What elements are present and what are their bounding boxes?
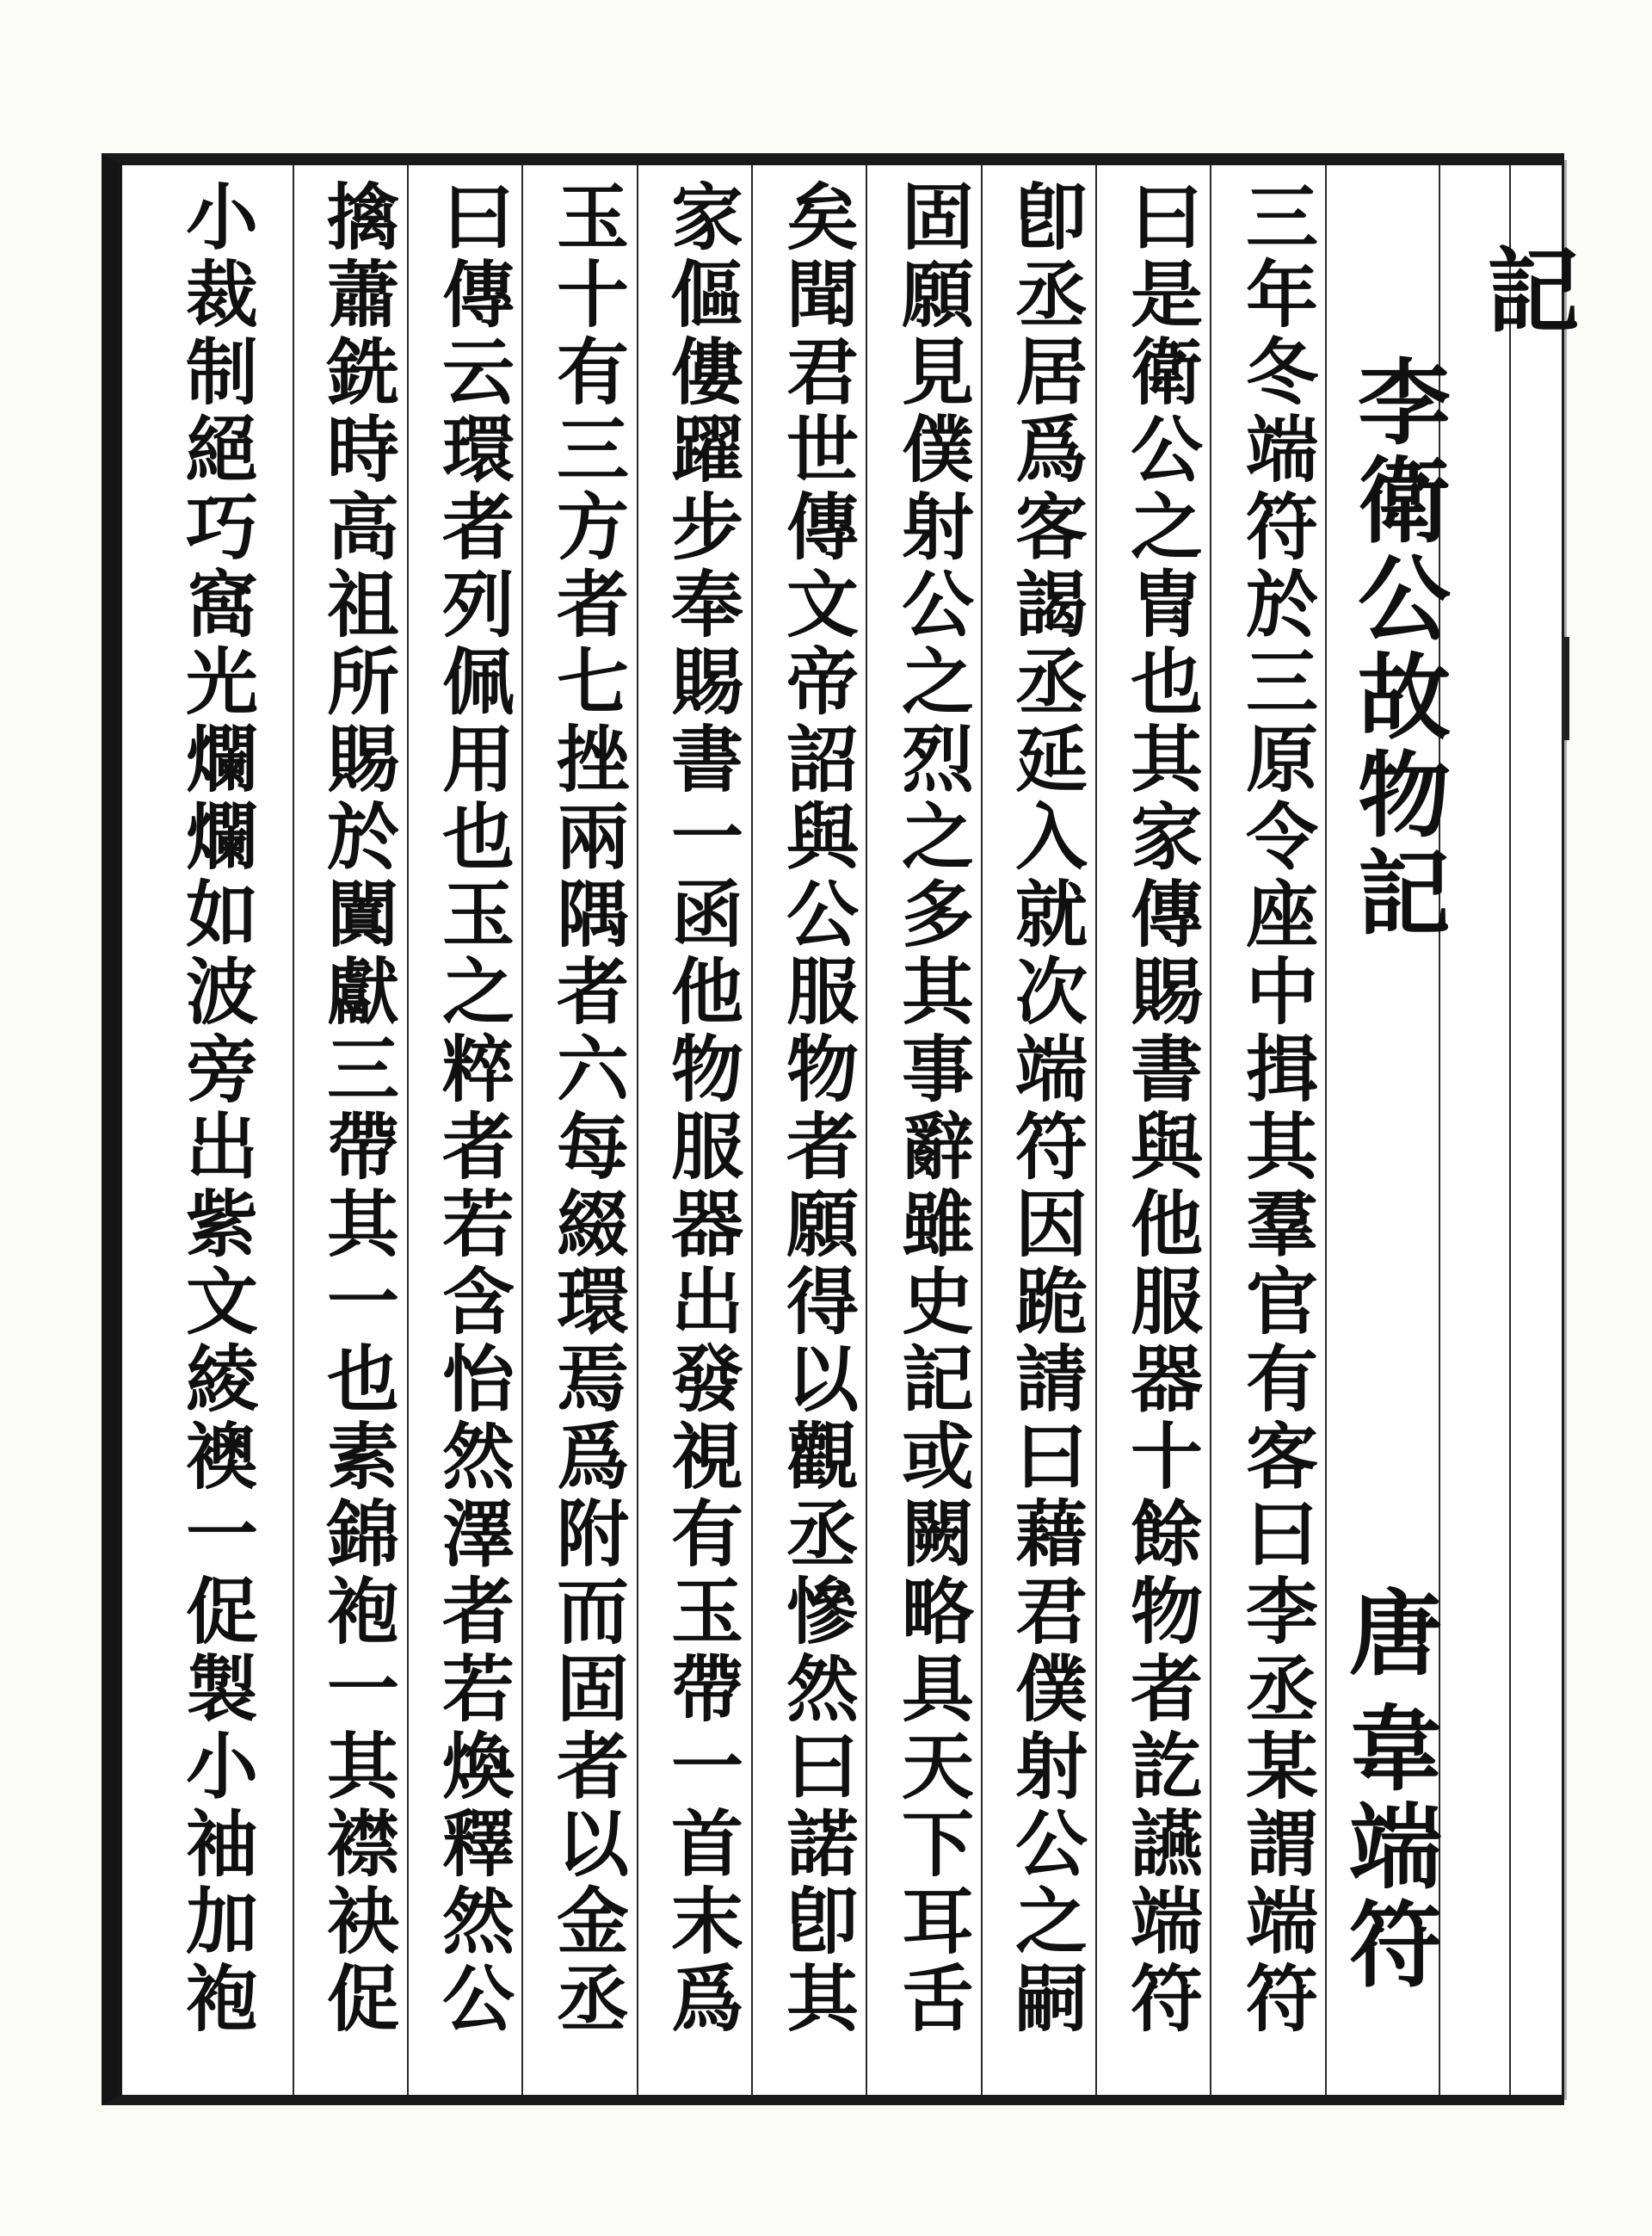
character-glyph: 有 <box>556 330 629 415</box>
character-glyph: 也 <box>1130 639 1203 725</box>
character-glyph: 者 <box>556 1724 629 1809</box>
character-glyph: 訖 <box>1130 1724 1203 1809</box>
character-glyph: 座 <box>1245 872 1318 957</box>
character-glyph: 爛 <box>185 794 258 880</box>
character-glyph: 餘 <box>1130 1492 1203 1577</box>
character-glyph: 爲 <box>670 1956 743 2041</box>
character-glyph: 天 <box>901 1724 974 1809</box>
character-glyph: 客 <box>1245 1414 1318 1499</box>
column-rule <box>293 165 294 2095</box>
character-glyph: 促 <box>185 1569 258 1654</box>
character-glyph: 出 <box>670 1259 743 1344</box>
character-glyph: 慘 <box>786 1569 859 1654</box>
page-edge-mark <box>1563 637 1569 740</box>
column-body <box>1000 175 1103 2041</box>
character-glyph: 跪 <box>1014 1259 1088 1344</box>
character-glyph: 多 <box>901 872 974 957</box>
character-glyph: 十 <box>556 252 629 337</box>
character-glyph: 一 <box>326 1646 399 1732</box>
character-glyph: 僕 <box>1014 1646 1088 1732</box>
character-glyph: 三 <box>1245 175 1318 260</box>
character-glyph: 三 <box>326 1027 399 1112</box>
character-glyph: 家 <box>1130 794 1203 880</box>
character-glyph: 記 <box>1357 840 1451 948</box>
character-glyph: 或 <box>901 1414 974 1499</box>
character-glyph: 素 <box>326 1414 399 1499</box>
character-glyph: 綾 <box>185 1337 258 1422</box>
column-author <box>1344 1580 1447 2000</box>
character-glyph: 於 <box>326 794 399 880</box>
character-glyph: 者 <box>1130 1646 1203 1732</box>
character-glyph: 物 <box>1130 1569 1203 1654</box>
character-glyph: 冑 <box>1130 562 1203 647</box>
character-glyph: 書 <box>1130 1027 1203 1112</box>
character-glyph: 文 <box>185 1259 258 1344</box>
character-glyph: 他 <box>670 949 743 1035</box>
character-glyph: 他 <box>1130 1182 1203 1267</box>
character-glyph: 冬 <box>1245 330 1318 415</box>
character-glyph: 李 <box>1357 349 1451 458</box>
character-glyph: 端 <box>1245 1879 1318 1964</box>
character-glyph: 十 <box>1130 1414 1203 1499</box>
character-glyph: 三 <box>1245 639 1318 725</box>
column-title-header <box>1482 238 1585 346</box>
character-glyph: 其 <box>786 1956 859 2041</box>
character-glyph: 方 <box>556 485 629 570</box>
character-glyph: 若 <box>441 1646 515 1732</box>
character-glyph: 環 <box>441 407 515 492</box>
character-glyph: 矣 <box>786 175 859 260</box>
character-glyph: 君 <box>786 330 859 415</box>
character-glyph: 官 <box>1245 1259 1318 1344</box>
character-glyph: 爲 <box>556 1414 629 1499</box>
character-glyph: 一 <box>185 1492 258 1577</box>
character-glyph: 促 <box>326 1956 399 2041</box>
character-glyph: 與 <box>786 794 859 880</box>
character-glyph: 年 <box>1245 252 1318 337</box>
column-body <box>771 175 874 2041</box>
character-glyph: 居 <box>1014 330 1088 415</box>
character-glyph: 也 <box>441 794 515 880</box>
character-glyph: 賜 <box>670 639 743 725</box>
character-glyph: 公 <box>1357 546 1451 654</box>
character-glyph: 曰 <box>441 175 515 260</box>
character-glyph: 符 <box>1130 1956 1203 2041</box>
character-glyph: 有 <box>1245 1337 1318 1422</box>
character-glyph: 公 <box>901 562 974 647</box>
character-glyph: 爲 <box>1014 407 1088 492</box>
character-glyph: 其 <box>326 1724 399 1809</box>
character-glyph: 記 <box>901 1337 974 1422</box>
character-glyph: 其 <box>901 949 974 1035</box>
character-glyph: 之 <box>901 794 974 880</box>
character-glyph: 物 <box>1357 742 1451 850</box>
character-glyph: 蕭 <box>326 252 399 337</box>
character-glyph: 故 <box>1357 644 1451 752</box>
character-glyph: 藉 <box>1014 1492 1088 1577</box>
character-glyph: 服 <box>670 1104 743 1189</box>
column-rule <box>1509 165 1511 2095</box>
character-glyph: 讌 <box>1130 1801 1203 1887</box>
character-glyph: 如 <box>185 872 258 957</box>
character-glyph: 物 <box>786 1027 859 1112</box>
character-glyph: 端 <box>1014 1027 1088 1112</box>
character-glyph: 波 <box>185 949 258 1035</box>
character-glyph: 謂 <box>1245 1801 1318 1887</box>
character-glyph: 公 <box>786 872 859 957</box>
character-glyph: 末 <box>670 1879 743 1964</box>
character-glyph: 然 <box>786 1646 859 1732</box>
character-glyph: 物 <box>670 1027 743 1112</box>
character-glyph: 環 <box>556 1259 629 1344</box>
character-glyph: 製 <box>185 1646 258 1732</box>
character-glyph: 之 <box>901 639 974 725</box>
character-glyph: 以 <box>786 1337 859 1422</box>
character-glyph: 傳 <box>1130 872 1203 957</box>
character-glyph: 衛 <box>1357 448 1451 556</box>
character-glyph: 公 <box>1130 407 1203 492</box>
character-glyph: 其 <box>326 1182 399 1267</box>
character-glyph: 云 <box>441 330 515 415</box>
character-glyph: 事 <box>901 1027 974 1112</box>
character-glyph: 擒 <box>326 175 399 260</box>
character-glyph: 原 <box>1245 717 1318 802</box>
character-glyph: 出 <box>185 1104 258 1189</box>
character-glyph: 躍 <box>670 407 743 492</box>
character-glyph: 是 <box>1130 252 1203 337</box>
character-glyph: 粹 <box>441 1027 515 1112</box>
character-glyph: 次 <box>1014 949 1088 1035</box>
character-glyph: 其 <box>1130 717 1203 802</box>
character-glyph: 具 <box>901 1646 974 1732</box>
character-glyph: 符 <box>1014 1104 1088 1189</box>
character-glyph: 光 <box>185 639 258 725</box>
character-glyph: 每 <box>556 1104 629 1189</box>
character-glyph: 爛 <box>185 717 258 802</box>
character-glyph: 卽 <box>786 1879 859 1964</box>
character-glyph: 辭 <box>901 1104 974 1189</box>
character-glyph: 闕 <box>901 1492 974 1577</box>
character-glyph: 聞 <box>786 252 859 337</box>
character-glyph: 者 <box>441 485 515 570</box>
character-glyph: 因 <box>1014 1182 1088 1267</box>
character-glyph: 君 <box>1014 1569 1088 1654</box>
character-glyph: 制 <box>185 330 258 415</box>
character-glyph: 丞 <box>786 1492 859 1577</box>
character-glyph: 者 <box>441 1569 515 1654</box>
character-glyph: 嗣 <box>1014 1956 1088 2041</box>
character-glyph: 旁 <box>185 1027 258 1112</box>
character-glyph: 世 <box>786 407 859 492</box>
character-glyph: 得 <box>786 1259 859 1344</box>
character-glyph: 下 <box>901 1801 974 1887</box>
character-glyph: 於 <box>1245 562 1318 647</box>
column-text: 記 <box>1486 238 1580 346</box>
character-glyph: 一 <box>670 1724 743 1809</box>
character-glyph: 烈 <box>901 717 974 802</box>
character-glyph: 諾 <box>786 1801 859 1887</box>
character-glyph: 而 <box>556 1569 629 1654</box>
character-glyph: 紫 <box>185 1182 258 1267</box>
character-glyph: 賜 <box>1130 949 1203 1035</box>
character-glyph: 銑 <box>326 330 399 415</box>
character-glyph: 襟 <box>326 1801 399 1887</box>
character-glyph: 見 <box>901 330 974 415</box>
character-glyph: 玉 <box>556 175 629 260</box>
character-glyph: 令 <box>1245 794 1318 880</box>
character-glyph: 丞 <box>1014 252 1088 337</box>
character-glyph: 李 <box>1245 1569 1318 1654</box>
character-glyph: 符 <box>1245 1956 1318 2041</box>
character-glyph: 襖 <box>185 1414 258 1499</box>
column-body <box>541 175 644 2041</box>
character-glyph: 固 <box>556 1646 629 1732</box>
character-glyph: 端 <box>1245 407 1318 492</box>
character-glyph: 帝 <box>786 639 859 725</box>
character-glyph: 中 <box>1245 949 1318 1035</box>
character-glyph: 用 <box>441 717 515 802</box>
column-body <box>427 175 530 2041</box>
character-glyph: 錦 <box>326 1492 399 1577</box>
column-body <box>170 175 274 2041</box>
character-glyph: 怡 <box>441 1337 515 1422</box>
character-glyph: 服 <box>1130 1259 1203 1344</box>
character-glyph: 窩 <box>185 562 258 647</box>
character-glyph: 射 <box>1014 1724 1088 1809</box>
character-glyph: 帶 <box>670 1646 743 1732</box>
character-glyph: 煥 <box>441 1724 515 1809</box>
character-glyph: 綴 <box>556 1182 629 1267</box>
character-glyph: 羣 <box>1245 1182 1318 1267</box>
character-glyph: 以 <box>556 1801 629 1887</box>
character-glyph: 步 <box>670 485 743 570</box>
column-body <box>1115 175 1218 2041</box>
character-glyph: 僂 <box>670 330 743 415</box>
character-glyph: 一 <box>670 794 743 880</box>
character-glyph: 絕 <box>185 407 258 492</box>
character-glyph: 其 <box>1245 1104 1318 1189</box>
character-glyph: 器 <box>1130 1337 1203 1422</box>
character-glyph: 兩 <box>556 794 629 880</box>
character-glyph: 裁 <box>185 252 258 337</box>
character-glyph: 傳 <box>441 252 515 337</box>
character-glyph: 丞 <box>1014 639 1088 725</box>
character-glyph: 韋 <box>1348 1696 1442 1804</box>
character-glyph: 金 <box>556 1879 629 1964</box>
character-glyph: 挫 <box>556 717 629 802</box>
character-glyph: 者 <box>556 562 629 647</box>
character-glyph: 也 <box>326 1337 399 1422</box>
character-glyph: 七 <box>556 639 629 725</box>
character-glyph: 袂 <box>326 1879 399 1964</box>
character-glyph: 袖 <box>185 1801 258 1887</box>
character-glyph: 小 <box>185 175 258 260</box>
column-body <box>1230 175 1334 2041</box>
character-glyph: 傳 <box>786 485 859 570</box>
character-glyph: 有 <box>670 1492 743 1577</box>
character-glyph: 玉 <box>670 1569 743 1654</box>
character-glyph: 舌 <box>901 1956 974 2041</box>
character-glyph: 就 <box>1014 872 1088 957</box>
character-glyph: 謁 <box>1014 562 1088 647</box>
character-glyph: 三 <box>556 407 629 492</box>
character-glyph: 文 <box>786 562 859 647</box>
character-glyph: 客 <box>1014 485 1088 570</box>
character-glyph: 公 <box>441 1956 515 2041</box>
character-glyph: 某 <box>1245 1724 1318 1809</box>
character-glyph: 與 <box>1130 1104 1203 1189</box>
character-glyph: 之 <box>441 949 515 1035</box>
column-body <box>656 175 759 2041</box>
character-glyph: 隅 <box>556 872 629 957</box>
character-glyph: 曰 <box>786 1724 859 1809</box>
character-glyph: 端 <box>1130 1879 1203 1964</box>
character-glyph: 器 <box>670 1182 743 1267</box>
character-glyph: 一 <box>326 1259 399 1344</box>
character-glyph: 曰 <box>1130 175 1203 260</box>
character-glyph: 端 <box>1348 1794 1442 1902</box>
character-glyph: 袍 <box>185 1956 258 2041</box>
character-glyph: 六 <box>556 1027 629 1112</box>
character-glyph: 奉 <box>670 562 743 647</box>
character-glyph: 符 <box>1245 485 1318 570</box>
character-glyph: 曰 <box>1245 1492 1318 1577</box>
character-glyph: 史 <box>901 1259 974 1344</box>
character-glyph: 佩 <box>441 639 515 725</box>
character-glyph: 射 <box>901 485 974 570</box>
character-glyph: 觀 <box>786 1414 859 1499</box>
character-glyph: 服 <box>786 949 859 1035</box>
character-glyph: 所 <box>326 639 399 725</box>
character-glyph: 之 <box>1130 485 1203 570</box>
character-glyph: 若 <box>441 1182 515 1267</box>
character-glyph: 唐 <box>1348 1580 1442 1689</box>
column-article-title <box>1353 349 1456 948</box>
character-glyph: 視 <box>670 1414 743 1499</box>
character-glyph: 玉 <box>441 872 515 957</box>
character-glyph: 小 <box>185 1724 258 1809</box>
character-glyph: 揖 <box>1245 1027 1318 1112</box>
character-glyph: 略 <box>901 1569 974 1654</box>
character-glyph: 請 <box>1014 1337 1088 1422</box>
character-glyph: 丞 <box>1245 1646 1318 1732</box>
character-glyph: 巧 <box>185 485 258 570</box>
character-glyph: 耳 <box>901 1879 974 1964</box>
character-glyph: 傴 <box>670 252 743 337</box>
character-glyph: 詔 <box>786 717 859 802</box>
character-glyph: 衛 <box>1130 330 1203 415</box>
character-glyph: 入 <box>1014 794 1088 880</box>
character-glyph: 獻 <box>326 949 399 1035</box>
character-glyph: 焉 <box>556 1337 629 1422</box>
character-glyph: 賜 <box>326 717 399 802</box>
character-glyph: 固 <box>901 175 974 260</box>
character-glyph: 願 <box>786 1182 859 1267</box>
character-glyph: 之 <box>1014 1879 1088 1964</box>
character-glyph: 卽 <box>1014 175 1088 260</box>
character-glyph: 書 <box>670 717 743 802</box>
character-glyph: 時 <box>326 407 399 492</box>
column-body <box>311 175 415 2041</box>
character-glyph: 帶 <box>326 1104 399 1189</box>
character-glyph: 僕 <box>901 407 974 492</box>
character-glyph: 發 <box>670 1337 743 1422</box>
character-glyph: 公 <box>1014 1801 1088 1887</box>
character-glyph: 列 <box>441 562 515 647</box>
character-glyph: 袍 <box>326 1569 399 1654</box>
character-glyph: 高 <box>326 485 399 570</box>
character-glyph: 家 <box>670 175 743 260</box>
character-glyph: 闐 <box>326 872 399 957</box>
character-glyph: 澤 <box>441 1492 515 1577</box>
character-glyph: 釋 <box>441 1801 515 1887</box>
character-glyph: 者 <box>556 949 629 1035</box>
character-glyph: 者 <box>441 1104 515 1189</box>
character-glyph: 祖 <box>326 562 399 647</box>
character-glyph: 願 <box>901 252 974 337</box>
character-glyph: 含 <box>441 1259 515 1344</box>
character-glyph: 首 <box>670 1801 743 1887</box>
character-glyph: 附 <box>556 1492 629 1577</box>
character-glyph: 者 <box>786 1104 859 1189</box>
character-glyph: 丞 <box>556 1956 629 2041</box>
text-frame <box>102 153 1580 2105</box>
character-glyph: 加 <box>185 1879 258 1964</box>
character-glyph: 雖 <box>901 1182 974 1267</box>
character-glyph: 然 <box>441 1879 515 1964</box>
character-glyph: 延 <box>1014 717 1088 802</box>
character-glyph: 函 <box>670 872 743 957</box>
character-glyph: 曰 <box>1014 1414 1088 1499</box>
character-glyph: 然 <box>441 1414 515 1499</box>
character-glyph: 符 <box>1348 1892 1442 2000</box>
column-body <box>886 175 989 2041</box>
